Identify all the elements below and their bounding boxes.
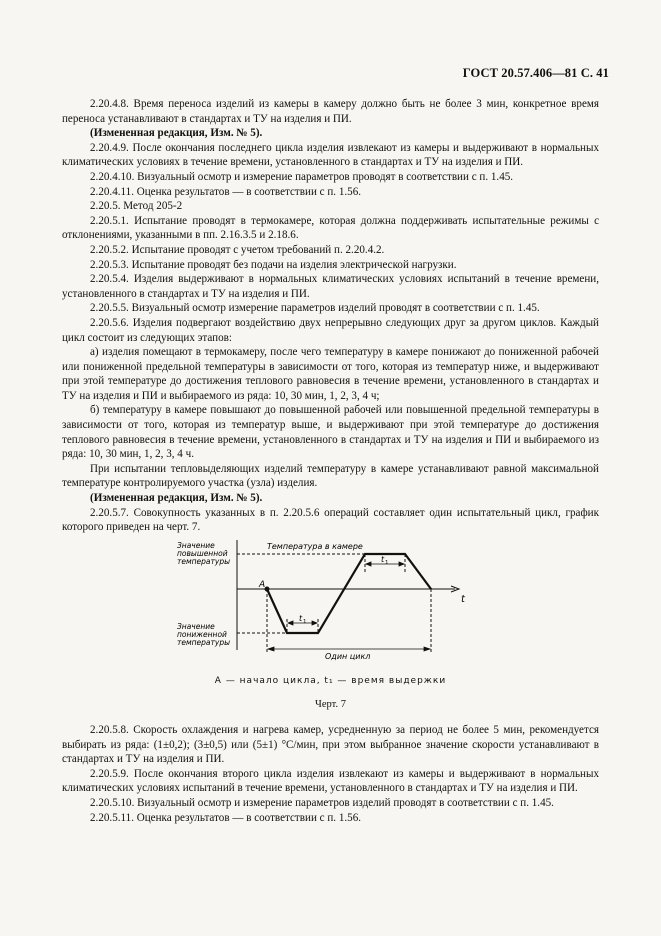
paragraph: 2.20.4.9. После окончания последнего цикла изделия извлекают из камеры и выдерживают в нормальных климатических условиях в течение времени, установленного в стандартах и ТУ на изделия и ПИ.	[62, 141, 599, 169]
paragraph: 2.20.5.10. Визуальный осмотр и измерение параметров изделий проводят в соответствии с п. 1.45.	[90, 796, 554, 809]
label-cycle: Один цикл	[325, 652, 371, 661]
cycle-diagram	[175, 532, 485, 692]
label-low-3: температуры	[177, 638, 231, 647]
label-t1-top-sub: 1	[385, 560, 389, 566]
paragraph: 2.20.5.2. Испытание проводят с учетом требований п. 2.20.4.2.	[90, 243, 385, 256]
paragraph: б) температуру в камере повышают до повышенной рабочей или повышенной предельной температуры в зависимости от того, которая из температур выше, и выдерживают при этой температуре до достижения теплового равновесия в течение времени, установленного в стандартах и ТУ на изделия и ПИ и выбираемого из ряда: 10, 30 мин, 1, 2, 3, 4 ч.	[62, 404, 599, 461]
label-t1-top: t	[381, 555, 385, 564]
paragraph: (Измененная редакция, Изм. № 5).	[90, 127, 263, 140]
cycle-diagram-svg	[175, 532, 485, 692]
paragraph: а) изделия помещают в термокамеру, после чего температуру в камере понижают до пониженной рабочей или пониженной предельной температуры в зависимости от того, которая из температур ниже, и выдерживают при этой температуре до достижения теплового равновесия в течение времени, установленного в стандартах и ТУ на изделия и ПИ и выбираемого из ряда: 10, 30 мин, 1, 2, 3, 4 ч;	[62, 346, 599, 402]
body-text	[62, 97, 599, 535]
body-text-2	[62, 723, 599, 825]
label-chamber: Температура в камере	[267, 542, 363, 551]
paragraph: 2.20.4.10. Визуальный осмотр и измерение параметров проводят в соответствии с п. 1.45.	[90, 170, 514, 183]
label-low-2: пониженной	[177, 630, 227, 639]
paragraph: 2.20.5.6. Изделия подвергают воздействию двух непрерывно следующих друг за другом циклов. Каждый цикл состоит из следующих этапов:	[62, 316, 599, 344]
paragraph: 2.20.4.8. Время переноса изделий из камеры в камеру должно быть не более 3 мин, конкретное время переноса устанавливают в стандартах и ТУ на изделия и ПИ.	[62, 98, 599, 125]
label-t1-bottom: t	[299, 614, 303, 623]
label-t1-bottom-sub: 1	[303, 619, 307, 625]
paragraph: 2.20.5. Метод 205-2	[90, 200, 183, 213]
paragraph: 2.20.5.7. Совокупность указанных в п. 2.20.5.6 операций составляет один испытательный цикл, график которого приведен на черт. 7.	[62, 506, 599, 534]
paragraph: 2.20.5.1. Испытание проводят в термокамере, которая должна поддерживать испытательные режимы с отклонениями, указанными в пп. 2.16.3.5 и 2.18.6.	[62, 214, 599, 242]
label-t: t	[461, 594, 465, 605]
paragraph: 2.20.5.3. Испытание проводят без подачи на изделия электрической нагрузки.	[90, 258, 457, 271]
paragraph: 2.20.5.11. Оценка результатов — в соответствии с п. 1.56.	[90, 811, 362, 824]
paragraph: 2.20.5.9. После окончания второго цикла изделия извлекают из камеры и выдерживают в нормальных климатических условиях испытаний в течение времени, установленного в стандартах и ТУ на изделия и ПИ.	[62, 767, 599, 795]
start-point	[265, 587, 270, 592]
paragraph: 2.20.5.5. Визуальный осмотр измерение параметров изделий проводят в соответствии с п. 1.45.	[90, 302, 540, 315]
label-high-2: повышенной	[177, 549, 228, 558]
paragraph: При испытании тепловыделяющих изделий температуру в камере устанавливают равной максимальной температуре контролируемого участка (узла) изделия.	[62, 462, 599, 490]
paragraph: 2.20.4.11. Оценка результатов — в соответствии с п. 1.56.	[90, 185, 362, 198]
label-low-1: Значение	[177, 622, 215, 631]
label-a: A	[259, 580, 266, 590]
paragraph: (Измененная редакция, Изм. № 5).	[90, 492, 263, 505]
label-high-3: температуры	[177, 557, 231, 566]
figure-caption: А — начало цикла, t₁ — время выдержки	[214, 676, 447, 686]
figure-number: Черт. 7	[315, 699, 346, 710]
paragraph: 2.20.5.4. Изделия выдерживают в нормальных климатических условиях испытаний в течение времени, установленного в стандартах и ТУ на изделия и ПИ.	[62, 273, 599, 300]
paragraph: 2.20.5.8. Скорость охлаждения и нагрева камер, усредненную за период не более 5 мин, рекомендуется выбирать из ряда: (1±0,2); (3±0,5) или (5±1) °С/мин, при этом выбранное значение скорости устанавливают в стандартах и ТУ на изделия и ПИ.	[62, 724, 599, 766]
page-header: ГОСТ 20.57.406—81 С. 41	[462, 66, 609, 80]
label-high-1: Значение	[177, 541, 215, 550]
